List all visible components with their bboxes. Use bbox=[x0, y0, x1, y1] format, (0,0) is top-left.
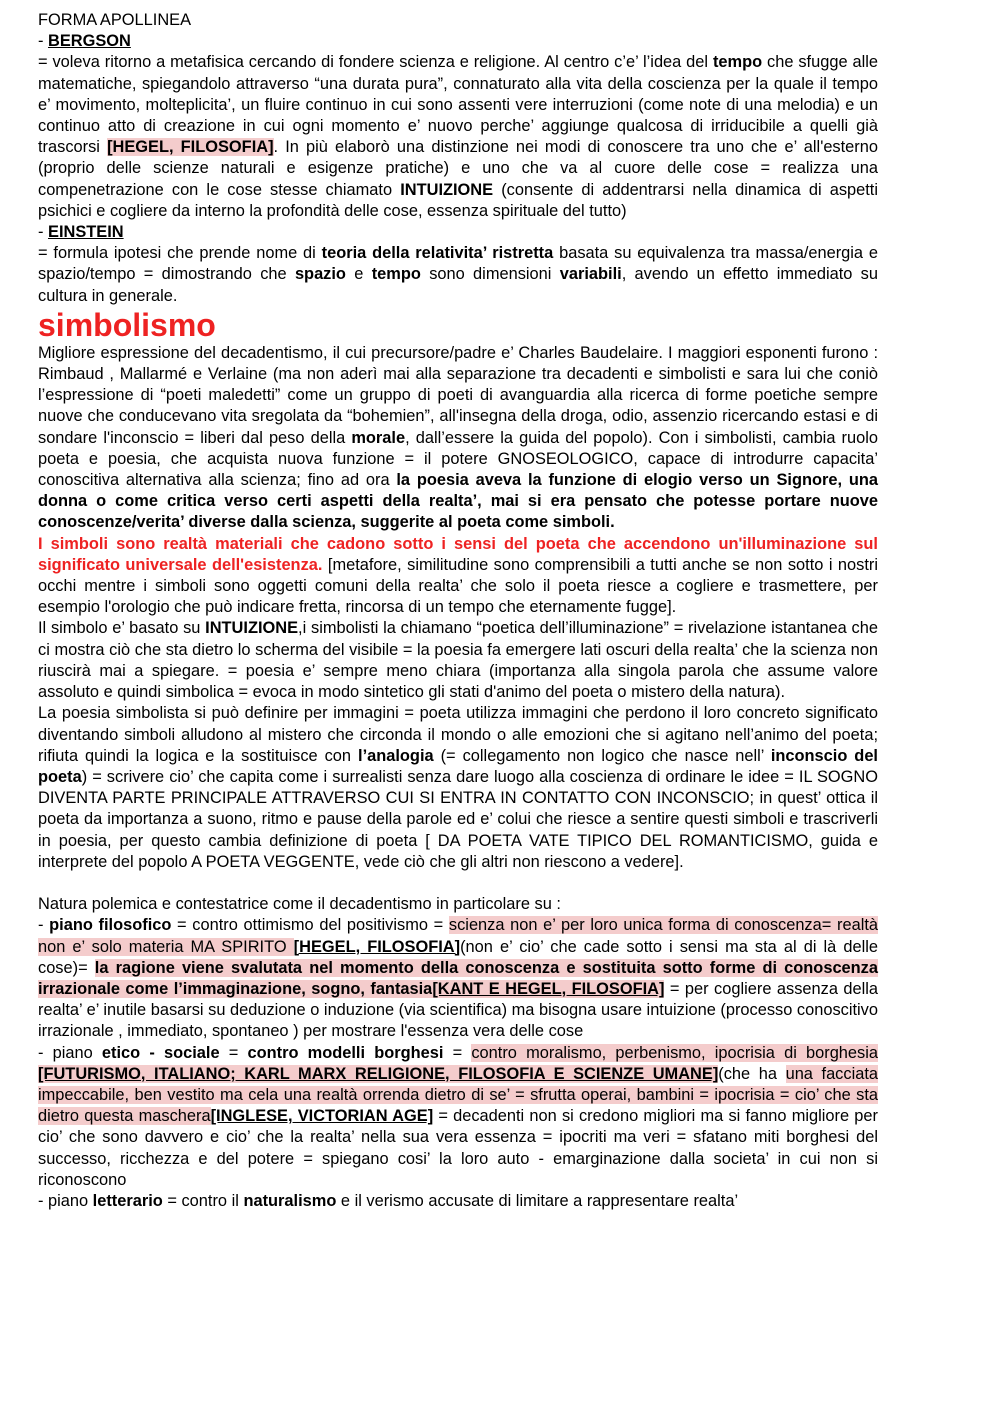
text: = decadenti non si credono migliori ma si fanno migliore per cio’ che sono davvero e cio’ che la realta’ nella sua vera essenza = ipocriti ma veri = sfatano miti borghesi del successo, ricchezza e del potere = spiegano cosi’ la loro auto - emarginazione dalla societa’ in cui non si riconoscono bbox=[38, 1107, 878, 1189]
bold-text: teoria della relativita’ ristretta bbox=[321, 244, 554, 263]
bold-text: tempo bbox=[371, 265, 421, 284]
text: basata su equivalenza tra massa/energia e spazio/tempo = dimostrando che bbox=[38, 244, 878, 284]
reference-tag: [KANT E HEGEL, FILOSOFIA] bbox=[432, 979, 665, 998]
text: Migliore espressione del decadentismo, il cui precursore/padre e’ Charles Baudelaire. I maggiori esponenti furono : Rimbaud , Mallarmé e Verlaine (ma non aderì mai alla separazione tra decadenti e simbolisti e sara lui che coniò l’espressione di “poeti maledetti” come un gruppo di poeti di avanguardia alla ricerca di forme poetiche sempre nuove che conducevano vita sregolata da “bohemien”, all'insegna della droga, odio, assenzio ricercando estasi e di sondare l'inconscio = liberi dal peso della bbox=[38, 343, 878, 447]
bergson-paragraph bbox=[38, 52, 878, 222]
text: , dall’essere la guida del popolo). Con i simbolisti, cambia ruolo poeta e poesia, che acquista nuova funzione = il potere GNOSEOLOGICO, capace di introdurre capacita’ conoscitiva alternativa alla scienza; fino ad ora bbox=[38, 428, 878, 490]
text: = contro ottimismo del positivismo = bbox=[171, 916, 449, 935]
bold-text: naturalismo bbox=[243, 1191, 337, 1210]
bold-text: INTUIZIONE bbox=[400, 180, 494, 199]
simbolismo-paragraph-2 bbox=[38, 534, 878, 619]
blank-line bbox=[38, 873, 878, 894]
bold-text: tempo bbox=[712, 53, 763, 72]
text: - piano bbox=[38, 1043, 102, 1062]
simbolismo-paragraph-1 bbox=[38, 343, 878, 534]
text: (non e’ cio’ che cade sotto i sensi ma sta al di là delle cose)= bbox=[38, 937, 879, 977]
bold-text: piano filosofico bbox=[49, 916, 172, 935]
einstein-paragraph bbox=[38, 243, 878, 307]
highlighted-bold-text: la ragione viene svalutata nel momento della conoscenza e sostituita sotto forme di conoscenza irrazionale come l’immaginazione, sogno, fantasia bbox=[38, 958, 878, 998]
bold-text: l’analogia bbox=[358, 746, 434, 765]
highlighted-text: contro moralismo, perbenismo, ipocrisia di borghesia bbox=[471, 1043, 878, 1062]
text: , avendo un effetto immediato su cultura in generale. bbox=[38, 265, 878, 305]
einstein-label: EINSTEIN bbox=[48, 223, 124, 242]
text: (= collegamento non logico che nasce nell’ bbox=[433, 746, 771, 765]
text: . In più elaborò una distinzione nei modi di conoscere tra uno che e’ all'esterno (proprio delle scienze naturali e esigenze pratiche) e uno che va al cuore delle cose = realizza una compenetrazione con le cose stesse chiamato bbox=[38, 138, 878, 199]
text: e bbox=[345, 265, 372, 284]
text: ) = scrivere cio’ che capita come i surrealisti senza dare luogo alla coscienza di ordinare le idee = IL SOGNO DIVENTA PARTE PRINCIPALE ATTRAVERSO CUI SI ENTRA IN CONTATTO CON INCONSCIO; in quest’ ottica il poeta da importanza a suono, ritmo e pause della parole ed e’ colui che riesce a sentire questi simboli e trascriverli in poesia, per questo cambia definizione di poeta [ DA POETA VATE TIPICO DEL ROMANTICISMO, guida e interprete del popolo A POETA VEGGENTE, vede ciò che gli altri non riescono a vedere]. bbox=[38, 767, 878, 871]
simbolismo-paragraph-3 bbox=[38, 618, 878, 703]
bold-text: spazio bbox=[294, 265, 346, 284]
reference-tag: [HEGEL, FILOSOFIA] bbox=[293, 937, 461, 956]
dash: - bbox=[38, 223, 49, 242]
text: = bbox=[443, 1043, 472, 1062]
text: Il simbolo e’ basato su bbox=[38, 619, 206, 638]
highlighted-text: scienza non e’ per loro unica forma di conoscenza= realtà non e’ solo materia MA SPIRITO bbox=[38, 916, 879, 956]
bold-text: la poesia aveva la funzione di elogio verso un Signore, una donna o come critica verso certi aspetti della realta’, mai si era pensato che potesse portare nuove conoscenze/verita’ diverse dalla scienza, suggerite al poeta come simboli. bbox=[38, 471, 878, 532]
heading-bergson bbox=[38, 31, 878, 52]
document-page bbox=[38, 10, 878, 1212]
text: = bbox=[219, 1043, 248, 1062]
piano-filosofico bbox=[38, 915, 878, 1042]
text: che sfugge alle matematiche, spiegandolo attraverso “una durata pura”, connaturato alla vita della coscienza per la quale il tempo e’ movimento, molteplicita’, un fluire continuo in cui sono assenti vere interruzioni (come note di una melodia) e un continuo atto di creazione in cui ogni momento e’ nuovo perche’ aggiunge qualcosa di irriducibile a quelli già trascorsi bbox=[38, 53, 878, 157]
text: sono dimensioni bbox=[420, 265, 560, 284]
text: = contro il bbox=[162, 1191, 244, 1210]
section-title-simbolismo: simbolismo bbox=[38, 306, 216, 343]
text: (consente di addentrarsi nella dinamica di aspetti psichici e cogliere da interno la profondità delle cose, essenza spirituale del tutto) bbox=[38, 180, 879, 220]
text: [metafore, similitudine sono comprensibili a tutti anche se non sotto i nostri occhi mentre i simboli sono oggetti comuni della realta’ che solo il poeta riesce a cogliere e trasmettere, per esempio l'orologio che può indicare fretta, rincorsa di un tempo che eternamente fugge]. bbox=[38, 555, 878, 617]
highlighted-text: una facciata impeccabile, ben vestito ma cela una realtà orrenda dietro di se’ = sfrutta operai, bambini = ipocrisia = cio’ che sta dietro questa maschera bbox=[38, 1064, 878, 1126]
reference-tag: [INGLESE, VICTORIAN AGE] bbox=[210, 1107, 434, 1126]
text: = voleva ritorno a metafisica cercando di fondere scienza e religione. Al centro c’e’ l’idea del bbox=[38, 53, 713, 72]
text: - piano bbox=[38, 1191, 93, 1210]
dash: - bbox=[38, 916, 50, 935]
bold-text: etico - sociale bbox=[101, 1043, 220, 1062]
bergson-label: BERGSON bbox=[48, 32, 131, 51]
heading-einstein bbox=[38, 222, 878, 243]
piano-etico-sociale bbox=[38, 1043, 878, 1191]
piano-letterario bbox=[38, 1191, 878, 1212]
text: La poesia simbolista si può definire per immagini = poeta utilizza immagini che perdono il loro concreto significato diventando simboli alludono al mistero che circonda il mondo o alle emozioni che si agitano nell’animo del poeta; rifiuta quindi la logica e la sostituisce con bbox=[38, 704, 878, 765]
text: e il verismo accusate di limitare a rappresentare realta’ bbox=[336, 1191, 739, 1210]
bold-text: morale bbox=[351, 428, 406, 447]
text: ,i simbolisti la chiamano “poetica dell’illuminazione” = rivelazione istantanea che ci mostra ciò che sta dietro lo scherma del visibile = la poesia fa emergere lati oscuri della realta’ che la scienza non riuscirà mai a spiegare. = poesia e’ sempre meno chiara (importanza alla singola parola che assume valore assoluto e quindi simbolica = evoca in modo sintetico gli stati d'animo del poeta o mistero della natura). bbox=[38, 619, 878, 702]
text: = per cogliere assenza della realta’ e’ inutile basarsi su deduzione o induzione (via scientifica) ma bisogna usare intuizione (processo conoscitivo irrazionale , immediato, spontaneo ) per mostrare l'essenza vera delle cose bbox=[38, 979, 879, 1041]
reference-tag: [FUTURISMO, ITALIANO; KARL MARX RELIGIONE, FILOSOFIA E SCIENZE UMANE] bbox=[38, 1064, 719, 1083]
natura-polemica-intro: Natura polemica e contestatrice come il decadentismo in particolare su : bbox=[38, 895, 561, 914]
simbolismo-paragraph-4 bbox=[38, 703, 878, 873]
red-bold-text: I simboli sono realtà materiali che cadono sotto i sensi del poeta che accendono un'illuminazione sul significato universale dell'esistenza. bbox=[38, 534, 878, 574]
bold-text: INTUIZIONE bbox=[205, 619, 299, 638]
bold-text: letterario bbox=[92, 1191, 163, 1210]
heading-forma-apollinea: FORMA APOLLINEA bbox=[38, 11, 192, 29]
text: = formula ipotesi che prende nome di bbox=[38, 244, 322, 263]
bold-text: inconscio del poeta bbox=[38, 746, 878, 786]
bold-text: variabili bbox=[559, 265, 622, 284]
dash: - bbox=[38, 32, 49, 51]
text: (che ha bbox=[718, 1064, 786, 1083]
bold-text: contro modelli borghesi bbox=[247, 1043, 444, 1062]
reference-tag: [HEGEL, FILOSOFIA] bbox=[107, 138, 274, 157]
